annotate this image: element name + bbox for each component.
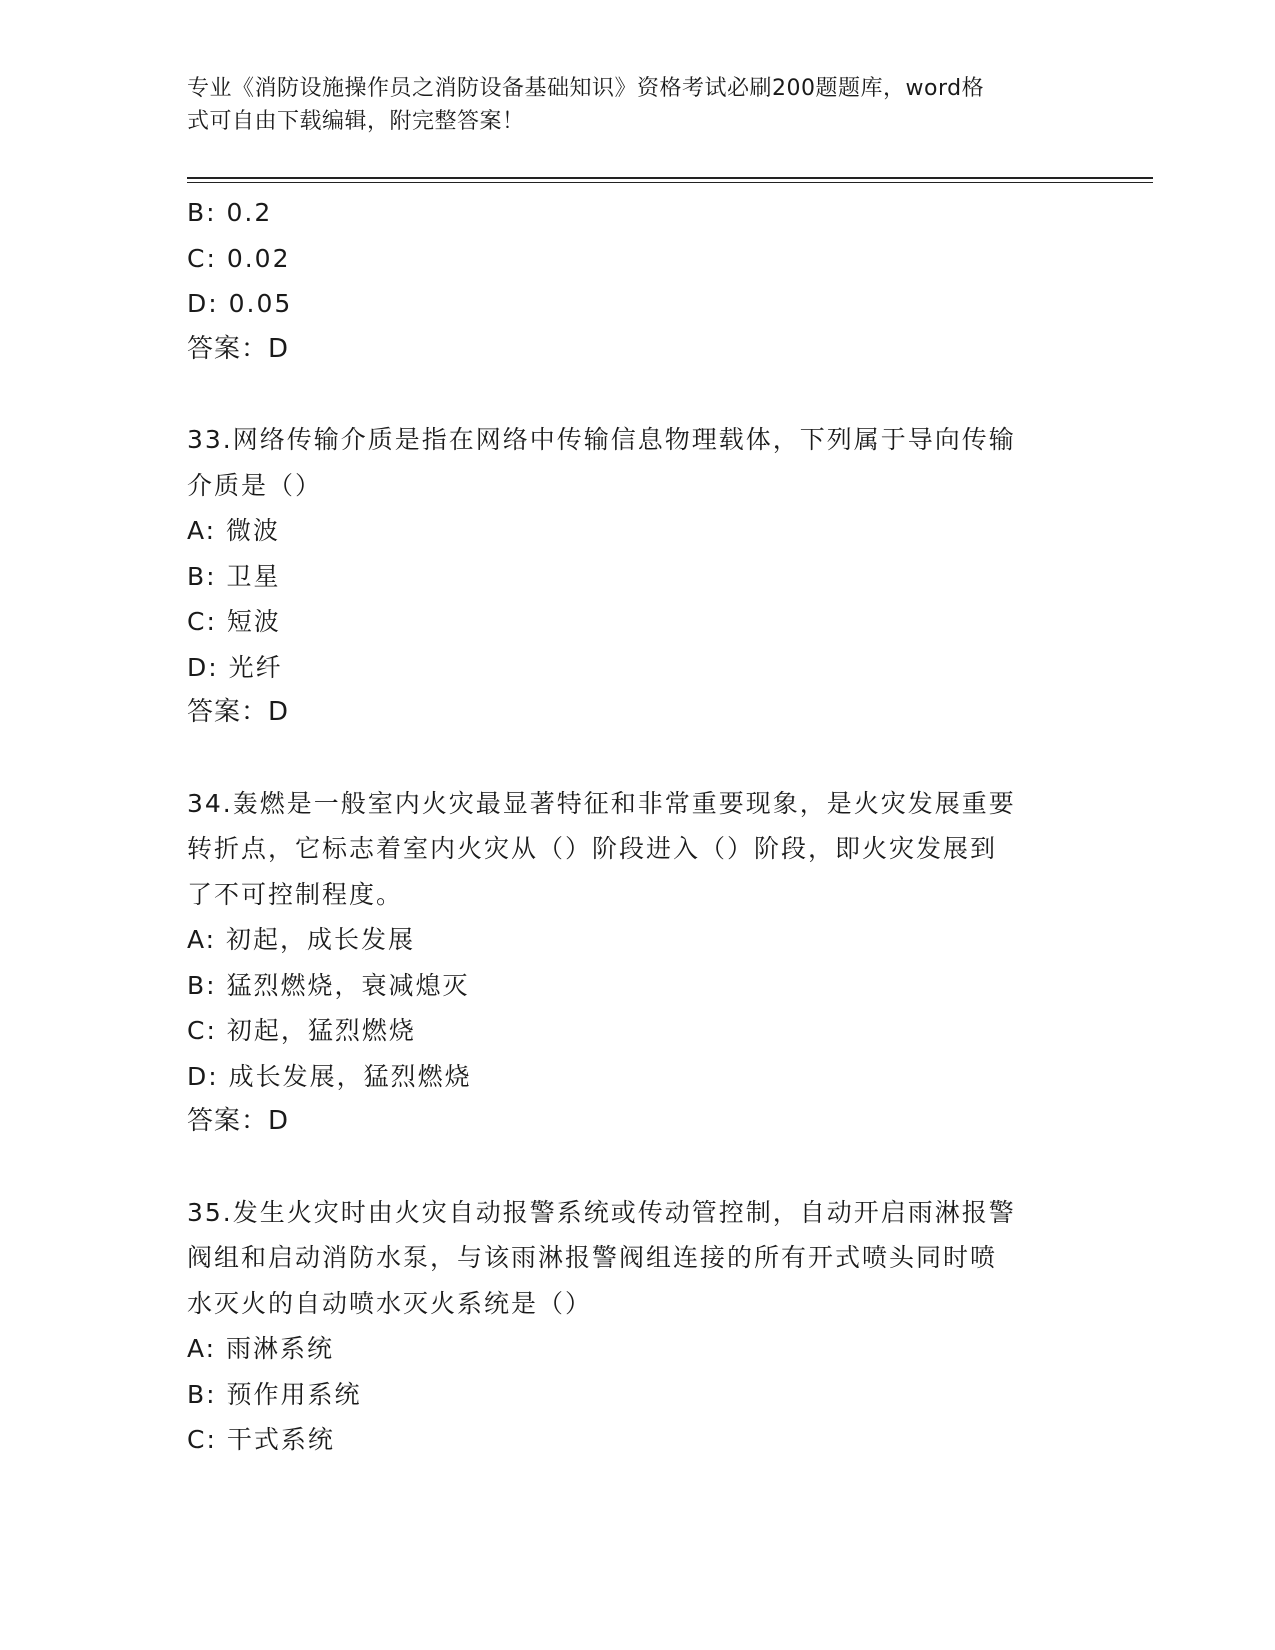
option-c: C: 短波 [187,607,281,636]
question-list [187,190,1087,1463]
document-header [187,72,1067,138]
option-c: C: 初起，猛烈燃烧 [187,1016,416,1045]
spacer [187,372,1087,417]
question-34 [187,781,1087,1145]
question-32 [187,190,1087,372]
answer: 答案：D [187,333,290,364]
header-divider-thin [187,182,1153,183]
option-c: C: 0.02 [187,243,291,273]
option-a: A: 微波 [187,516,281,545]
header-divider-thick [187,177,1153,179]
answer: 答案：D [187,1106,290,1136]
header-line-2: 式可自由下载编辑，附完整答案！ [187,109,525,134]
question-stem-line: 水灭火的自动喷水灭火系统是（） [187,1288,593,1318]
option-c: C: 干式系统 [187,1425,335,1454]
question-stem-line: 35.发生火灾时由火灾自动报警系统或传动管控制，自动开启雨淋报警 [187,1197,1016,1227]
question-stem-line: 33.网络传输介质是指在网络中传输信息物理载体，下列属于导向传输 [187,425,1016,454]
option-b: B: 预作用系统 [187,1379,362,1409]
question-stem-line: 转折点，它标志着室内火灾从（）阶段进入（）阶段，即火灾发展到 [187,834,998,863]
option-b: B: 0.2 [187,198,273,227]
spacer [187,1145,1087,1190]
option-a: A: 初起，成长发展 [187,925,416,954]
option-b: B: 猛烈燃烧，衰减熄灭 [187,970,470,1000]
header-line-1: 专业《消防设施操作员之消防设备基础知识》资格考试必刷200题题库，word格 [187,76,985,101]
option-d: D: 0.05 [187,289,293,318]
option-b: B: 卫星 [187,561,281,591]
question-stem-line: 介质是（） [187,470,323,500]
option-d: D: 成长发展，猛烈燃烧 [187,1061,472,1091]
question-stem-line: 了不可控制程度。 [187,879,404,909]
answer: 答案：D [187,697,290,727]
option-a: A: 雨淋系统 [187,1334,335,1363]
spacer [187,736,1087,781]
question-35 [187,1190,1087,1463]
question-stem-line: 阀组和启动消防水泵，与该雨淋报警阀组连接的所有开式喷头同时喷 [187,1243,998,1272]
option-d: D: 光纤 [187,652,283,682]
question-33 [187,417,1087,736]
question-stem-line: 34.轰燃是一般室内火灾最显著特征和非常重要现象，是火灾发展重要 [187,788,1016,818]
